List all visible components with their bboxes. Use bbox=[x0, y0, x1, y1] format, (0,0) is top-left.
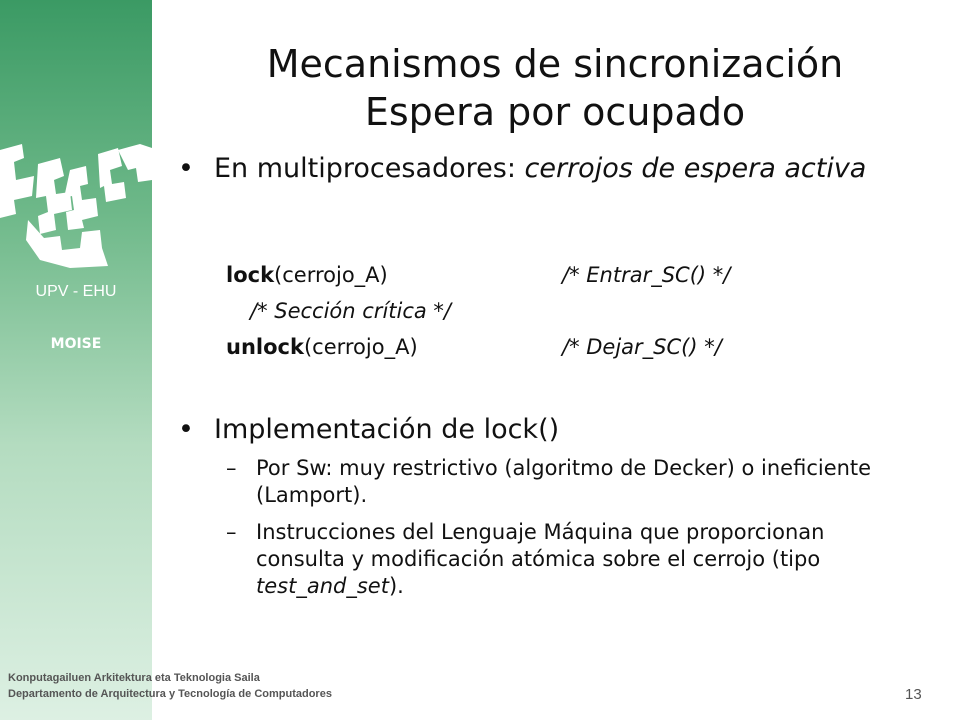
italic-term: test_and_set bbox=[256, 574, 389, 598]
title-line-1: Mecanismos de sincronización bbox=[266, 42, 844, 86]
dash-icon: – bbox=[226, 456, 237, 480]
code-line-unlock bbox=[226, 334, 722, 360]
italic-term: cerrojos de espera activa bbox=[524, 153, 867, 184]
bullet-text: En multiprocesadores: cerrojos de espera activa bbox=[214, 153, 867, 184]
code-comment: /* Sección crítica */ bbox=[250, 299, 452, 323]
bullet-icon: • bbox=[178, 414, 194, 445]
bullet-icon: • bbox=[178, 153, 194, 184]
slide-title bbox=[160, 40, 950, 136]
sidebar bbox=[0, 0, 152, 720]
code-line-critical bbox=[250, 298, 451, 324]
code-comment: /* Dejar_SC() */ bbox=[562, 335, 722, 359]
code-comment: /* Entrar_SC() */ bbox=[562, 263, 731, 287]
dash-icon: – bbox=[226, 520, 237, 544]
code-args: (cerrojo_A) bbox=[303, 335, 418, 359]
sub-bullet-text: Por Sw: muy restrictivo (algoritmo de Decker) o ineficiente (Lamport). bbox=[256, 456, 872, 507]
code-keyword-unlock: unlock bbox=[226, 335, 304, 359]
footer-line-2: Departamento de Arquitectura y Tecnología de Computadores bbox=[8, 688, 332, 700]
code-args: (cerrojo_A) bbox=[274, 263, 388, 287]
brand-label: UPV - EHU bbox=[35, 283, 117, 300]
title-line-2: Espera por ocupado bbox=[364, 90, 746, 134]
code-keyword-lock: lock bbox=[226, 263, 275, 287]
page-number: 13 bbox=[905, 686, 922, 703]
bullet-text: Implementación de lock() bbox=[214, 414, 560, 445]
group-label: MOISE bbox=[50, 336, 102, 352]
code-line-lock bbox=[226, 262, 731, 288]
upv-ehu-logo-icon bbox=[0, 140, 152, 270]
sub-bullet-text: Instrucciones del Lenguaje Máquina que proporcionan consulta y modificación atómica sobre el cerrojo (tipo test_and_set). bbox=[256, 520, 825, 598]
footer-line-1: Konputagailuen Arkitektura eta Teknologia Saila bbox=[8, 672, 260, 684]
